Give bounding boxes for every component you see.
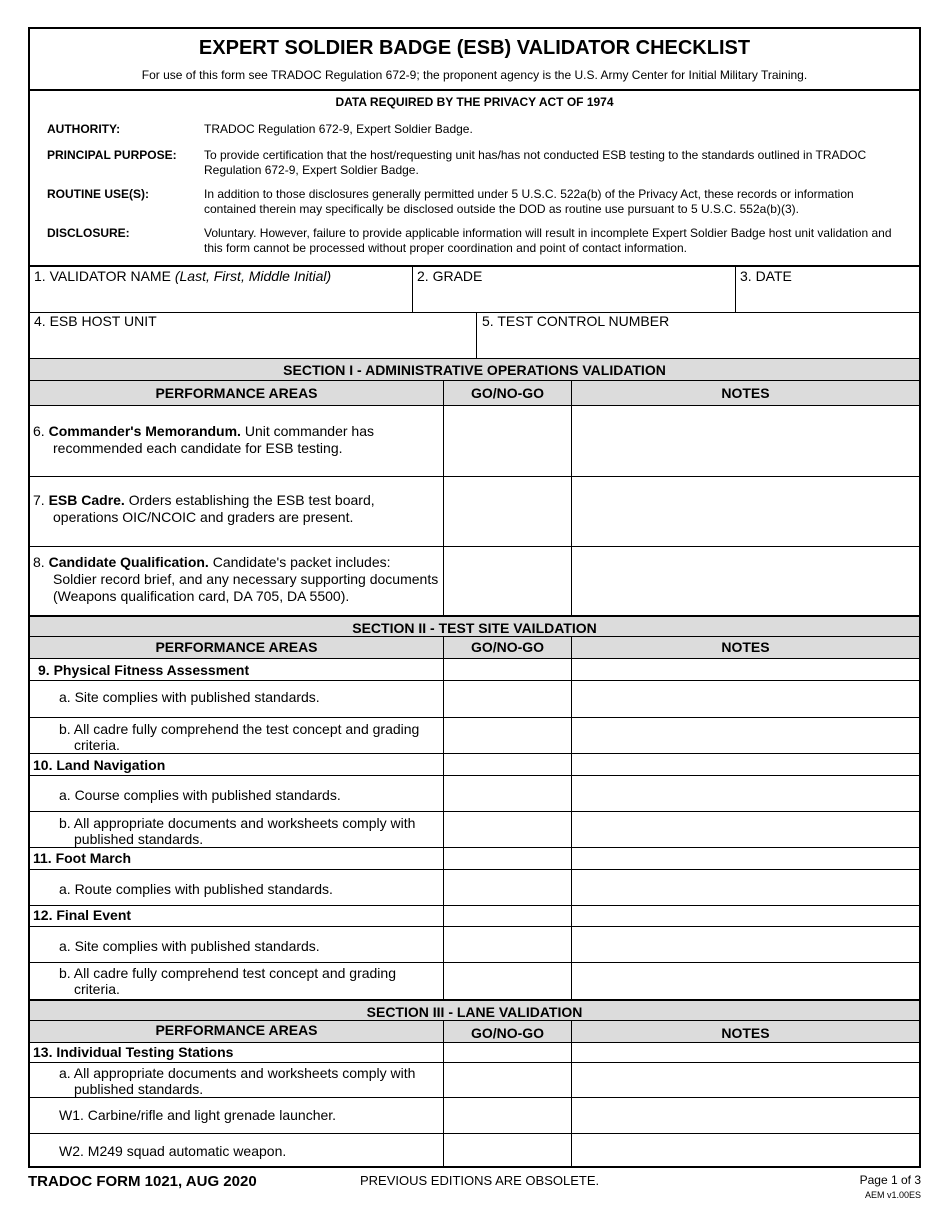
go-no-go-cell[interactable] bbox=[444, 1063, 571, 1097]
form-title: EXPERT SOLDIER BADGE (ESB) VALIDATOR CHECKLIST bbox=[198, 37, 751, 59]
item-text: Soldier record brief, and any necessary supporting documents bbox=[53, 571, 439, 587]
privacy-act-heading: DATA REQUIRED BY THE PRIVACY ACT OF 1974 bbox=[335, 95, 614, 109]
item-number: 7. bbox=[33, 492, 45, 508]
col-notes: NOTES bbox=[721, 385, 770, 401]
col-notes: NOTES bbox=[721, 1025, 770, 1041]
item-text: b. All cadre fully comprehend test concept and grading criteria. bbox=[59, 965, 396, 997]
notes-cell[interactable] bbox=[572, 776, 919, 811]
item-text: W1. Carbine/rifle and light grenade launcher. bbox=[59, 1107, 337, 1123]
col-go-no-go: GO/NO-GO bbox=[470, 639, 545, 655]
form-version: AEM v1.00ES bbox=[864, 1190, 921, 1200]
notes-cell[interactable] bbox=[572, 681, 919, 717]
item-12b bbox=[59, 965, 445, 997]
item-6-commanders-memorandum bbox=[33, 423, 443, 457]
divider bbox=[735, 266, 736, 312]
host-unit-field[interactable] bbox=[34, 332, 474, 354]
disclosure-text: Voluntary. However, failure to provide applicable information will result in incomplete Expert Soldier Badge host unit validation and this form cannot be processed without proper coordination and point of contact information. bbox=[204, 226, 892, 255]
disclosure-label: DISCLOSURE: bbox=[47, 226, 130, 240]
esb-validator-form bbox=[28, 27, 921, 1168]
item-10b bbox=[59, 815, 445, 847]
item-9b bbox=[59, 721, 445, 753]
divider bbox=[476, 312, 477, 358]
row-divider bbox=[30, 753, 919, 754]
notes-cell[interactable] bbox=[572, 1134, 919, 1168]
notes-cell[interactable] bbox=[572, 1098, 919, 1133]
go-no-go-cell[interactable] bbox=[444, 870, 571, 905]
go-no-go-cell[interactable] bbox=[444, 1098, 571, 1133]
item-7-esb-cadre bbox=[33, 492, 443, 526]
notes-cell[interactable] bbox=[572, 407, 919, 476]
page-number: Page 1 of 3 bbox=[859, 1173, 921, 1187]
test-control-number-field[interactable] bbox=[482, 332, 914, 354]
col-performance-areas: PERFORMANCE AREAS bbox=[155, 1022, 318, 1038]
item-9a bbox=[59, 689, 445, 705]
test-control-number-label: 5. TEST CONTROL NUMBER bbox=[482, 313, 670, 329]
notes-cell[interactable] bbox=[572, 963, 919, 999]
grade-label: 2. GRADE bbox=[417, 268, 483, 284]
form-id: TRADOC FORM 1021, AUG 2020 bbox=[28, 1173, 257, 1190]
authority-label: AUTHORITY: bbox=[47, 122, 121, 136]
date-field[interactable] bbox=[740, 287, 915, 309]
validator-name-label bbox=[34, 268, 331, 284]
col-performance-areas: PERFORMANCE AREAS bbox=[155, 385, 318, 401]
item-w1 bbox=[59, 1107, 445, 1123]
notes-cell[interactable] bbox=[572, 718, 919, 753]
divider bbox=[30, 89, 919, 91]
host-unit-label: 4. ESB HOST UNIT bbox=[34, 313, 157, 329]
date-label: 3. DATE bbox=[740, 268, 792, 284]
notes-cell[interactable] bbox=[572, 870, 919, 905]
item-text: a. Route complies with published standards. bbox=[59, 881, 333, 897]
validator-name-label-text: 1. VALIDATOR NAME bbox=[34, 268, 171, 284]
go-no-go-cell[interactable] bbox=[444, 776, 571, 811]
notes-cell[interactable] bbox=[572, 547, 919, 615]
col-performance-areas: PERFORMANCE AREAS bbox=[155, 639, 318, 655]
divider bbox=[30, 312, 919, 313]
editions-notice: PREVIOUS EDITIONS ARE OBSOLETE. bbox=[360, 1173, 600, 1188]
item-text: Unit commander has bbox=[240, 423, 375, 439]
section-1-title: SECTION I - ADMINISTRATIVE OPERATIONS VALIDATION bbox=[30, 358, 919, 381]
go-no-go-cell[interactable] bbox=[444, 407, 571, 476]
go-no-go-cell[interactable] bbox=[444, 927, 571, 962]
col-go-no-go: GO/NO-GO bbox=[470, 1025, 545, 1041]
item-text: a. Site complies with published standards. bbox=[59, 689, 320, 705]
section-3-title: SECTION III - LANE VALIDATION bbox=[30, 999, 919, 1021]
go-no-go-cell[interactable] bbox=[444, 963, 571, 999]
item-13a bbox=[59, 1065, 445, 1097]
item-text: a. All appropriate documents and worksheets comply with published standards. bbox=[59, 1065, 416, 1097]
item-text: W2. M249 squad automatic weapon. bbox=[59, 1143, 287, 1159]
go-no-go-cell[interactable] bbox=[444, 1134, 571, 1168]
go-no-go-cell[interactable] bbox=[444, 812, 571, 847]
validator-name-hint: (Last, First, Middle Initial) bbox=[174, 268, 332, 284]
notes-cell[interactable] bbox=[572, 812, 919, 847]
validator-name-field[interactable] bbox=[34, 287, 408, 309]
go-no-go-cell[interactable] bbox=[444, 718, 571, 753]
item-11-foot-march: 11. Foot March bbox=[33, 850, 132, 866]
notes-cell[interactable] bbox=[572, 1063, 919, 1097]
routine-uses-label: ROUTINE USE(S): bbox=[47, 187, 149, 201]
col-go-no-go: GO/NO-GO bbox=[470, 385, 545, 401]
item-text: Orders establishing the ESB test board, bbox=[124, 492, 375, 508]
item-text: a. Course complies with published standards. bbox=[59, 787, 341, 803]
col-notes: NOTES bbox=[721, 639, 770, 655]
item-text: b. All appropriate documents and worksheets comply with published standards. bbox=[59, 815, 416, 847]
grade-field[interactable] bbox=[417, 287, 731, 309]
item-text: operations OIC/NCOIC and graders are present. bbox=[53, 509, 354, 525]
item-number: 8. bbox=[33, 554, 45, 570]
section-2-title: SECTION II - TEST SITE VAILDATION bbox=[30, 615, 919, 637]
item-13-individual-testing-stations: 13. Individual Testing Stations bbox=[33, 1044, 234, 1060]
item-title: Candidate Qualification. bbox=[48, 554, 209, 570]
item-w2 bbox=[59, 1143, 445, 1159]
item-9-physical-fitness-assessment: 9. Physical Fitness Assessment bbox=[38, 662, 250, 678]
go-no-go-cell[interactable] bbox=[444, 681, 571, 717]
item-12a bbox=[59, 938, 445, 954]
divider bbox=[412, 266, 413, 312]
routine-uses-text: In addition to those disclosures generally permitted under 5 U.S.C. 522a(b) of the Privacy Act, these records or information contained therein may specifically be disclosed outside the DOD as routine use pursuant to 5 U.S.C. 552a(b)(3). bbox=[204, 187, 854, 216]
item-text: recommended each candidate for ESB testing. bbox=[53, 440, 343, 456]
principal-purpose-label: PRINCIPAL PURPOSE: bbox=[47, 148, 177, 162]
authority-text: TRADOC Regulation 672-9, Expert Soldier Badge. bbox=[204, 122, 473, 136]
notes-cell[interactable] bbox=[572, 477, 919, 546]
item-10-land-navigation: 10. Land Navigation bbox=[33, 757, 166, 773]
divider bbox=[30, 265, 919, 267]
notes-cell[interactable] bbox=[572, 927, 919, 962]
principal-purpose-text: To provide certification that the host/requesting unit has/has not conducted ESB testing to the standards outlined in TRADOC Regulation 672-9, Expert Soldier Badge. bbox=[204, 148, 867, 177]
go-no-go-cell[interactable] bbox=[444, 477, 571, 546]
go-no-go-cell[interactable] bbox=[444, 547, 571, 615]
item-text: Candidate's packet includes: bbox=[208, 554, 391, 570]
row-divider bbox=[30, 847, 919, 848]
item-title: Commander's Memorandum. bbox=[48, 423, 241, 439]
item-title: ESB Cadre. bbox=[48, 492, 125, 508]
item-8-candidate-qualification bbox=[33, 554, 453, 605]
item-text: (Weapons qualification card, DA 705, DA 5500). bbox=[53, 588, 350, 604]
item-11a bbox=[59, 881, 445, 897]
row-divider bbox=[30, 905, 919, 906]
item-10a bbox=[59, 787, 445, 803]
form-subtitle: For use of this form see TRADOC Regulation 672-9; the proponent agency is the U.S. Army Center for Initial Military Training. bbox=[141, 68, 808, 82]
item-number: 6. bbox=[33, 423, 45, 439]
item-12-final-event: 12. Final Event bbox=[33, 907, 132, 923]
item-text: a. Site complies with published standards. bbox=[59, 938, 320, 954]
item-text: b. All cadre fully comprehend the test concept and grading criteria. bbox=[59, 721, 420, 753]
